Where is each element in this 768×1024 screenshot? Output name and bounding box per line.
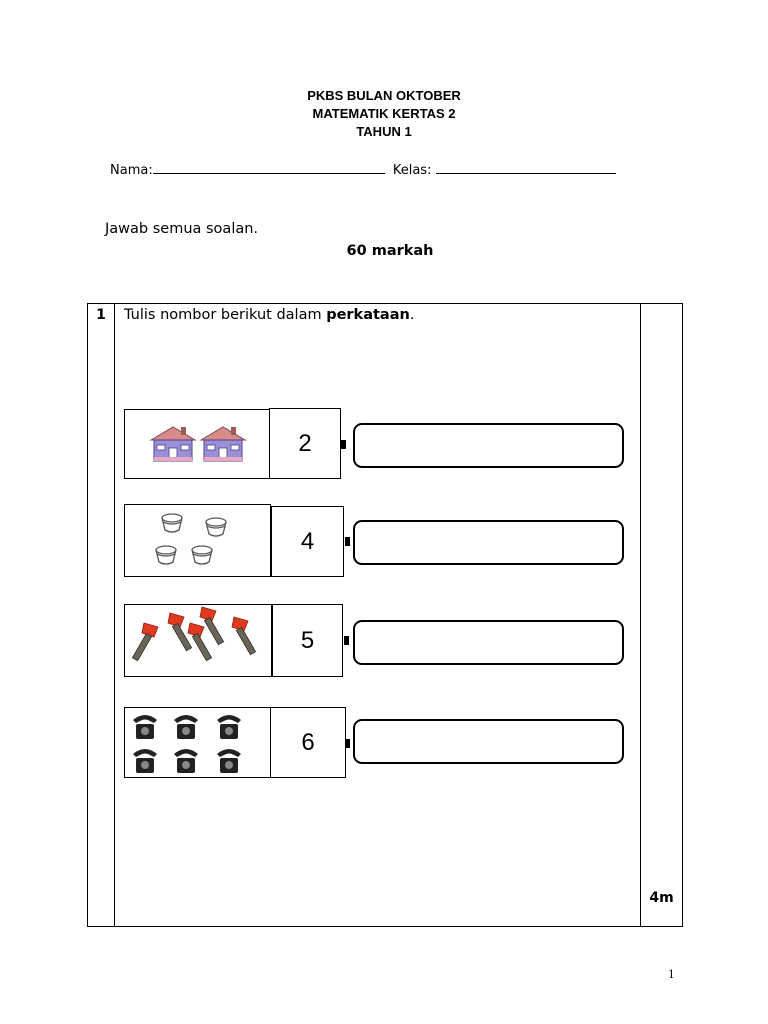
total-marks: 60 markah	[346, 243, 434, 259]
pointer-icon	[345, 739, 350, 748]
torch-icon	[188, 623, 212, 661]
telephone-icon	[133, 715, 157, 739]
name-field[interactable]	[153, 161, 385, 174]
picture-box-telephones	[124, 707, 272, 778]
telephone-icon	[133, 749, 157, 773]
bucket-icon	[206, 518, 226, 536]
question-text-end: .	[409, 307, 415, 323]
picture-box-houses	[124, 409, 270, 479]
number-box: 4	[271, 506, 344, 577]
name-label: Nama:	[110, 163, 153, 178]
picture-box-buckets	[124, 504, 271, 577]
pointer-icon	[344, 636, 349, 645]
question-number: 1	[88, 304, 115, 926]
torch-icon	[200, 607, 224, 645]
instruction: Jawab semua soalan.	[105, 221, 259, 237]
telephone-icon	[174, 715, 198, 739]
telephone-icon	[217, 749, 241, 773]
bucket-icon	[162, 514, 182, 532]
answer-box-4[interactable]	[353, 719, 624, 764]
answer-box-2[interactable]	[353, 520, 624, 565]
question-text	[124, 307, 414, 323]
picture-box-torches	[124, 604, 272, 677]
house-icon	[201, 427, 245, 461]
header-line-1: PKBS BULAN OKTOBER	[307, 88, 461, 103]
torch-icon	[232, 617, 256, 655]
bucket-icon	[192, 546, 212, 564]
bucket-icon	[156, 546, 176, 564]
pointer-icon	[341, 440, 346, 449]
answer-box-1[interactable]	[353, 423, 624, 468]
telephone-icon	[174, 749, 198, 773]
student-info-row	[110, 161, 616, 178]
pointer-icon	[345, 537, 350, 546]
house-icon	[151, 427, 195, 461]
number-box: 5	[272, 604, 343, 677]
number-box: 2	[269, 408, 341, 479]
header-line-2: MATEMATIK KERTAS 2	[312, 106, 456, 121]
class-field[interactable]	[436, 161, 616, 174]
class-label: Kelas:	[392, 163, 432, 178]
telephone-icon	[217, 715, 241, 739]
page-number: 1	[668, 966, 675, 981]
answer-box-3[interactable]	[353, 620, 624, 665]
question-text-start: Tulis nombor berikut dalam	[124, 307, 327, 323]
question-text-keyword: perkataan	[326, 307, 410, 323]
marks-column	[640, 304, 682, 926]
question-marks: 4m	[649, 890, 674, 906]
header-line-3: TAHUN 1	[356, 124, 412, 139]
torch-icon	[132, 623, 158, 661]
number-box: 6	[270, 707, 346, 778]
